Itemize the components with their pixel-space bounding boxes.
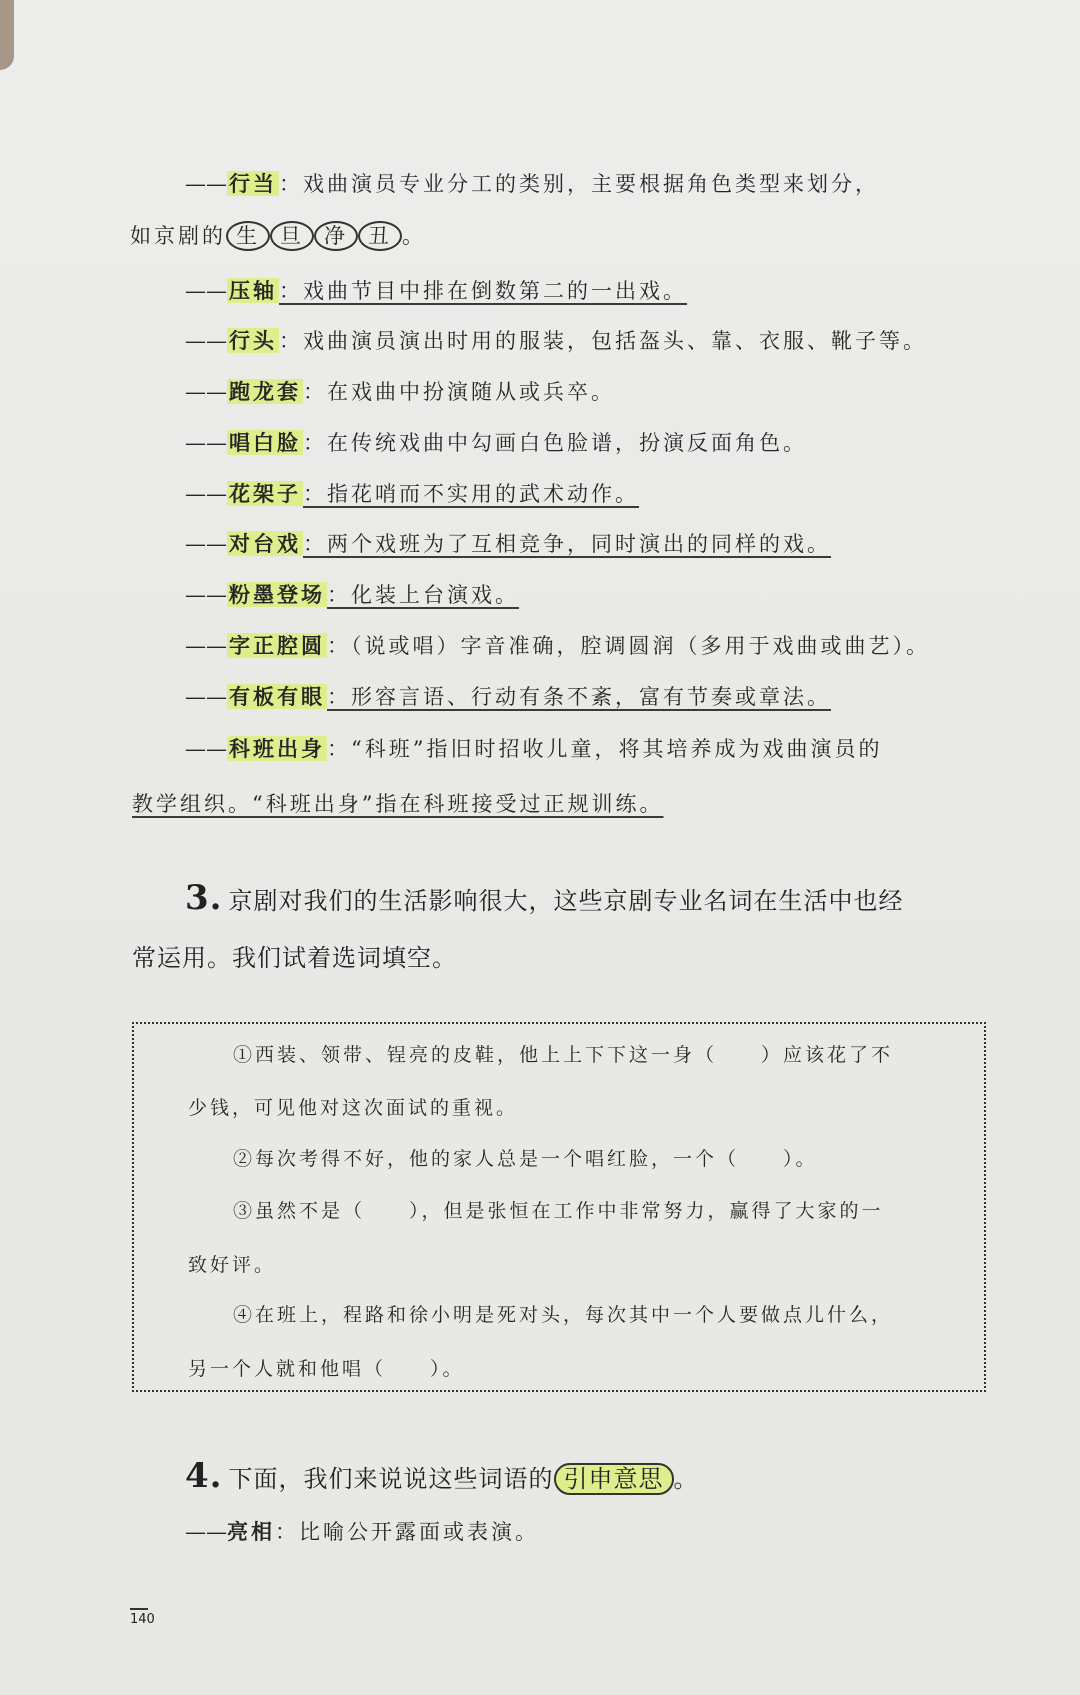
term-fenmodengchang: 粉墨登场 — [229, 582, 325, 607]
section-3-heading: 3. 京剧对我们的生活影响很大，这些京剧专业名词在生活中也经 — [185, 878, 904, 918]
exercise-1-line1: ①西装、领带、锃亮的皮鞋，他上上下下这一身（ ）应该花了不 — [233, 1044, 894, 1066]
exercise-3-line2: 致好评。 — [188, 1254, 277, 1276]
glossary-entry-liangxiang: ——亮相：比喻公开露面或表演。 — [185, 1519, 539, 1544]
section-4-heading: 4. 下面，我们来说说这些词语的 引申意思 。 — [185, 1456, 699, 1496]
exercise-1-line2: 少钱，可见他对这次面试的重视。 — [188, 1097, 519, 1119]
exercise-4-line2: 另一个人就和他唱（ ）。 — [188, 1358, 465, 1380]
term-duitaixi: 对台戏 — [229, 531, 301, 556]
glossary-entry-kebanchushen: ——科班出身：“科班”指旧时招收儿童，将其培养成为戏曲演员的 — [185, 736, 883, 761]
term-yazhou: 压轴 — [229, 278, 277, 303]
role-sheng: 生 — [226, 221, 270, 251]
section-3-heading-cont: 常运用。我们试着选词填空。 — [132, 944, 457, 972]
role-dan: 旦 — [270, 221, 314, 251]
page-number: 140 — [130, 1612, 155, 1627]
glossary-entry-youbanyouyan: ——有板有眼：形容言语、行动有条不紊，富有节奏或章法。 — [185, 684, 831, 709]
term-huajiazi: 花架子 — [229, 481, 301, 506]
term-youbanyouyan: 有板有眼 — [229, 684, 325, 709]
term-xingtou: 行头 — [229, 328, 277, 353]
glossary-entry-duitaixi: ——对台戏：两个戏班为了互相竞争，同时演出的同样的戏。 — [185, 531, 831, 556]
glossary-entry-huajiazi: ——花架子：指花哨而不实用的武术动作。 — [185, 481, 639, 506]
glossary-entry-kebanchushen-cont: 教学组织。“科班出身”指在科班接受过正规训练。 — [132, 792, 664, 816]
glossary-entry-fenmodengchang: ——粉墨登场：化装上台演戏。 — [185, 582, 519, 607]
exercise-4-line1: ④在班上，程路和徐小明是死对头，每次其中一个人要做点儿什么， — [233, 1304, 894, 1326]
role-jing: 净 — [314, 221, 358, 251]
circled-phrase: 引申意思 — [554, 1463, 674, 1495]
term-changbailian: 唱白脸 — [229, 430, 301, 455]
page-number-rule — [130, 1608, 148, 1610]
finger-shadow — [0, 0, 14, 70]
glossary-entry-hangdang: ——行当：戏曲演员专业分工的类别，主要根据角色类型来划分， — [185, 171, 879, 196]
exercise-3-line1: ③虽然不是（ ），但是张恒在工作中非常努力，赢得了大家的一 — [233, 1200, 884, 1222]
glossary-entry-paolongtao: ——跑龙套：在戏曲中扮演随从或兵卒。 — [185, 379, 615, 404]
glossary-entry-yazhou: ——压轴：戏曲节目中排在倒数第二的一出戏。 — [185, 278, 687, 303]
term-paolongtao: 跑龙套 — [229, 379, 301, 404]
role-chou: 丑 — [358, 221, 402, 251]
term-kebanchushen: 科班出身 — [229, 736, 325, 761]
exercise-2: ②每次考得不好，他的家人总是一个唱红脸，一个（ ）。 — [233, 1148, 818, 1170]
term-hangdang: 行当 — [229, 171, 277, 196]
term-zizhengqiangyuan: 字正腔圆 — [229, 633, 325, 658]
glossary-entry-xingtou: ——行头：戏曲演员演出时用的服装，包括盔头、靠、衣服、靴子等。 — [185, 328, 927, 353]
glossary-entry-changbailian: ——唱白脸：在传统戏曲中勾画白色脸谱，扮演反面角色。 — [185, 430, 807, 455]
glossary-entry-hangdang-cont: 如京剧的 生 旦 净 丑 。 — [130, 220, 426, 250]
glossary-entry-zizhengqiangyuan: ——字正腔圆：（说或唱）字音准确，腔调圆润（多用于戏曲或曲艺）。 — [185, 633, 930, 658]
term-liangxiang: 亮相 — [227, 1519, 275, 1544]
